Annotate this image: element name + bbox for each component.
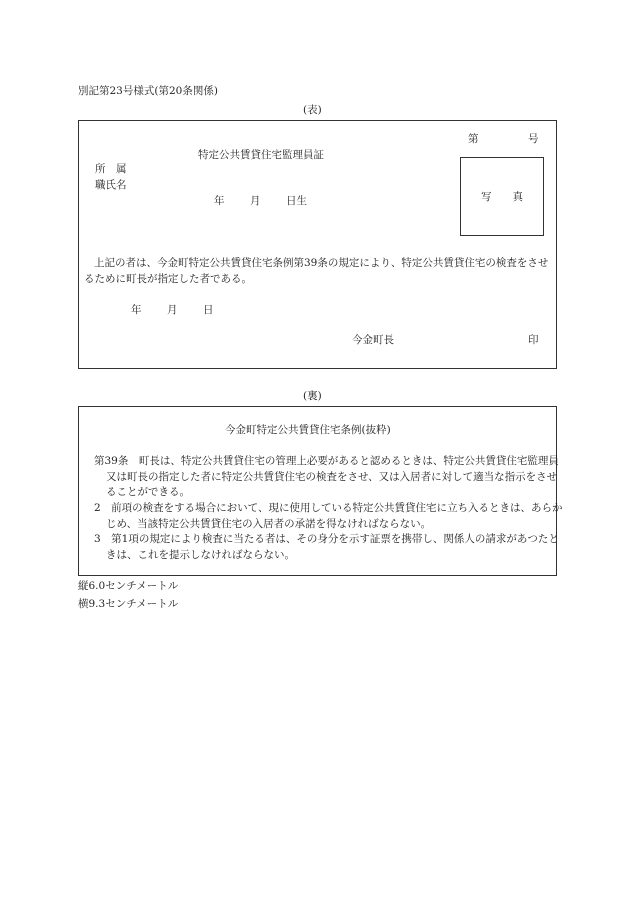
issuer: 今金町長 — [352, 334, 394, 346]
form-title: 別記第23号様式(第20条関係) — [78, 85, 218, 97]
article-39-paragraph-2: 2 前項の検査をする場合において、現に使用している特定公共賃貸住宅に立ち入るときは、あらかじめ、当該特定公共賃貸住宅の入居者の承諾を得なければならない。 — [94, 502, 563, 530]
photo-label: 写 真 — [481, 191, 523, 203]
article-39-paragraph-3: 3 第1項の規定により検査に当たる者は、その身分を示す証票を携帯し、関係人の請求があつたときは、これを提示しなければならない。 — [94, 533, 559, 561]
certification-text: 上記の者は、今金町特定公共賃貸住宅条例第39条の規定により、特定公共賃貸住宅の検査をさせるために町長が指定した者である。 — [84, 257, 549, 285]
issue-day-label: 日 — [203, 304, 214, 316]
name-label: 職氏名 — [95, 179, 127, 191]
issue-month-label: 月 — [167, 304, 178, 316]
issue-year-label: 年 — [131, 304, 142, 316]
birth-day-label: 日生 — [286, 195, 307, 207]
excerpt-title: 今金町特定公共賃貸住宅条例(抜粋) — [225, 424, 391, 436]
seal-mark: 印 — [528, 334, 539, 346]
affiliation-label: 所 属 — [95, 163, 127, 175]
birth-month-label: 月 — [250, 195, 261, 207]
article-39: 第39条 町長は、特定公共賃貸住宅の管理上必要があると認めるときは、特定公共賃貸住宅監理員又は町長の指定した者に特定公共賃貸住宅の検査をさせ、又は入居者に対して適当な指示をさせることができる。 — [94, 455, 559, 498]
front-side-label: (表) — [303, 104, 322, 116]
number-prefix: 第 — [468, 133, 479, 145]
number-suffix: 号 — [528, 133, 539, 145]
card-title: 特定公共賃貸住宅監理員証 — [198, 149, 324, 161]
birth-year-label: 年 — [214, 195, 225, 207]
width-note: 横9.3センチメートル — [78, 598, 179, 610]
back-side-label: (裏) — [303, 390, 322, 402]
height-note: 縦6.0センチメートル — [78, 580, 179, 592]
